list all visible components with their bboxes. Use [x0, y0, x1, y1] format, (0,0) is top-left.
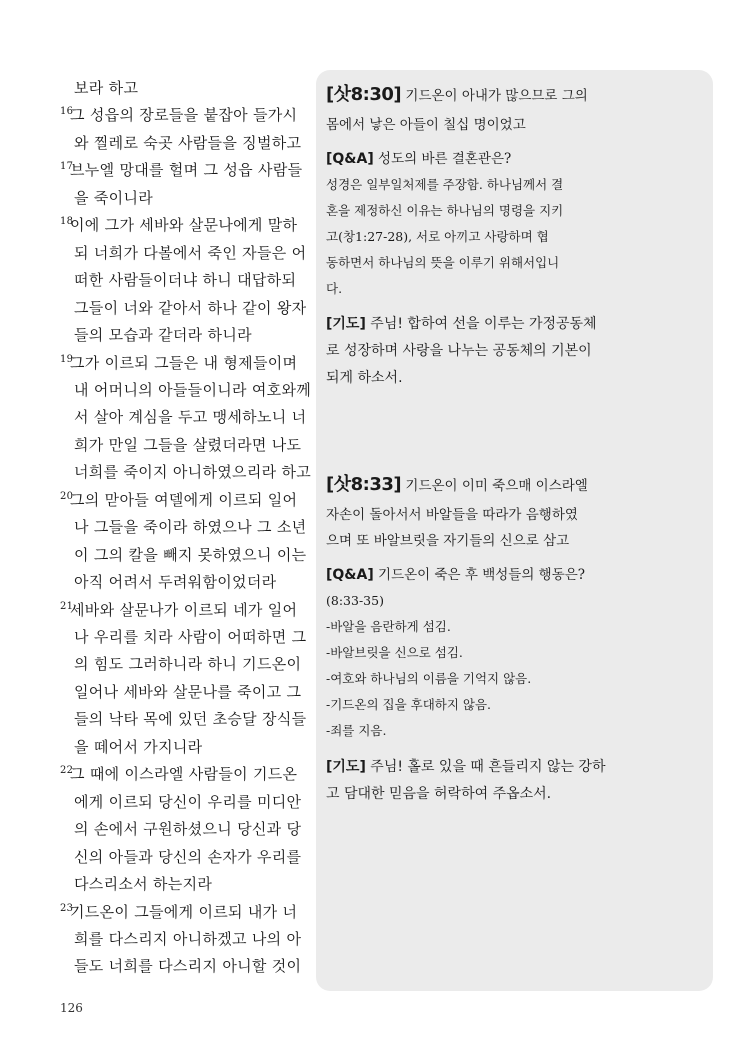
- qa-question-line: [326, 566, 711, 584]
- scripture-text: 희를 다스리지 아니하겠고 나의 아: [74, 929, 302, 948]
- scripture-line: [60, 764, 318, 784]
- qa-question: 성도의 바른 결혼관은?: [373, 151, 512, 167]
- prayer-text: 주님! 홀로 있을 때 흔들리지 않는 강하: [365, 759, 606, 775]
- qa-answer-line: -죄를 지음.: [326, 723, 387, 738]
- reference-text: 으며 또 바알브릿을 자기들의 신으로 삼고: [326, 533, 570, 549]
- scripture-line: [60, 737, 318, 757]
- scripture-line: [60, 462, 318, 482]
- verse-number: 21: [60, 600, 74, 612]
- scripture-line: [60, 490, 318, 510]
- scripture-text: 세바와 살문나가 이르되 네가 일어: [70, 600, 298, 619]
- scripture-text: 그 때에 이스라엘 사람들이 기드온: [70, 765, 298, 784]
- scripture-text: 브누엘 망대를 헐며 그 성읍 사람들: [70, 161, 303, 180]
- scripture-line: [60, 133, 318, 153]
- scripture-line: [60, 270, 318, 290]
- scripture-line: [60, 792, 318, 812]
- scripture-line: [60, 902, 318, 922]
- scripture-line: [60, 407, 318, 427]
- scripture-text: 에게 이르되 당신이 우리를 미디안: [74, 792, 302, 811]
- page-number: 126: [60, 1001, 83, 1015]
- commentary-ref-line: [326, 476, 711, 495]
- qa-question: 기드온이 죽은 후 백성들의 행동은?: [373, 567, 586, 583]
- scripture-line: [60, 78, 318, 98]
- scripture-text: 들의 모습과 같더라 하니라: [74, 326, 252, 345]
- prayer-tag: [기도]: [326, 316, 366, 332]
- qa-answer-line: -여호와 하나님의 이름을 기억지 않음.: [326, 671, 532, 686]
- prayer-line: [326, 758, 711, 776]
- scripture-text: 기드온이 그들에게 이르되 내가 너: [70, 902, 298, 921]
- reference-text: 기드온이 아내가 많으므로 그의: [401, 88, 588, 104]
- scripture-text: 을 떼어서 가지니라: [74, 737, 203, 756]
- scripture-line: [60, 847, 318, 867]
- scripture-text: 보라 하고: [74, 79, 139, 97]
- qa-answer-line: 성경은 일부일처제를 주장함. 하나님께서 결: [326, 177, 564, 192]
- scripture-line: [60, 600, 318, 620]
- scripture-line: [60, 572, 318, 592]
- scripture-text: 들도 너희를 다스리지 아니할 것이: [74, 957, 302, 976]
- reference-text: 기드온이 이미 죽으매 이스라엘: [401, 478, 588, 494]
- reference-text: 몸에서 낳은 아들이 칠십 명이었고: [326, 117, 526, 133]
- scripture-text: 되 너희가 다볼에서 죽인 자들은 어: [74, 243, 307, 262]
- scripture-line: [60, 682, 318, 702]
- scripture-line: [60, 243, 318, 263]
- qa-tag: [Q&A]: [326, 567, 374, 583]
- scripture-text: 다스리소서 하는지라: [74, 875, 213, 894]
- scripture-line: [60, 298, 318, 318]
- scripture-text: 이에 그가 세바와 살문나에게 말하: [70, 216, 298, 235]
- scripture-text: 내 어머니의 아들들이니라 여호와께: [74, 380, 312, 399]
- qa-answer-line: 혼을 제정하신 이유는 하나님의 명령을 지키: [326, 203, 564, 218]
- scripture-line: [60, 874, 318, 894]
- scripture-line: [60, 545, 318, 565]
- verse-reference: [삿8:30]: [326, 84, 402, 105]
- scripture-text: 일어나 세바와 살문나를 죽이고 그: [74, 682, 302, 701]
- qa-reference: (8:33-35): [326, 593, 384, 608]
- scripture-line: [60, 654, 318, 674]
- verse-reference: [삿8:33]: [326, 474, 402, 495]
- qa-tag: [Q&A]: [326, 151, 374, 167]
- prayer-text: 주님! 합하여 선을 이루는 가정공동체: [365, 316, 597, 332]
- scripture-text: 그 성읍의 장로들을 붙잡아 들가시: [70, 106, 298, 125]
- scripture-line: [60, 819, 318, 839]
- prayer-text: 고 담대한 믿음을 허락하여 주옵소서.: [326, 786, 552, 802]
- verse-number: 19: [60, 353, 74, 365]
- prayer-tag: [기도]: [326, 759, 366, 775]
- scripture-text: 너희를 죽이지 아니하였으리라 하고: [74, 463, 312, 482]
- scripture-text: 의 힘도 그러하니라 하니 기드온이: [74, 655, 302, 674]
- scripture-text: 들의 낙타 목에 있던 초승달 장식들: [74, 710, 307, 729]
- scripture-line: [60, 215, 318, 235]
- scripture-line: [60, 929, 318, 949]
- scripture-line: [60, 325, 318, 345]
- scripture-line: [60, 105, 318, 125]
- prayer-text: 로 성장하며 사랑을 나누는 공동체의 기본이: [326, 343, 592, 359]
- scripture-text: 을 죽이니라: [74, 188, 154, 207]
- scripture-text: 그들이 너와 같아서 하나 같이 왕자: [74, 298, 307, 317]
- scripture-text: 이 그의 칼을 빼지 못하였으니 이는: [74, 545, 307, 564]
- verse-number: 20: [60, 490, 74, 502]
- qa-answer-line: -기드온의 집을 후대하지 않음.: [326, 697, 492, 712]
- scripture-text: 그가 이르되 그들은 내 형제들이며: [70, 353, 298, 372]
- scripture-text: 신의 아들과 당신의 손자가 우리를: [74, 847, 302, 866]
- scripture-line: [60, 380, 318, 400]
- verse-number: 18: [60, 216, 74, 228]
- verse-number: 23: [60, 902, 74, 914]
- reference-text: 자손이 돌아서서 바알들을 따라가 음행하였: [326, 507, 578, 523]
- commentary-ref-line: [326, 86, 711, 105]
- scripture-line: [60, 709, 318, 729]
- scripture-line: [60, 160, 318, 180]
- scripture-text: 희가 만일 그들을 살렸더라면 나도: [74, 435, 302, 454]
- scripture-line: [60, 627, 318, 647]
- verse-number: 17: [60, 161, 74, 173]
- scripture-text: 의 손에서 구원하셨으니 당신과 당: [74, 820, 302, 839]
- verse-number: 16: [60, 106, 74, 118]
- scripture-text: 아직 어려서 두려워함이었더라: [74, 573, 277, 592]
- scripture-line: [60, 353, 318, 373]
- scripture-line: [60, 435, 318, 455]
- qa-answer-line: -바알을 음란하게 섬김.: [326, 619, 451, 634]
- qa-answer-line: 다.: [326, 281, 343, 296]
- scripture-text: 나 그들을 죽이라 하였으나 그 소년: [74, 518, 307, 537]
- commentary-panel: [316, 70, 713, 991]
- qa-answer-line: 동하면서 하나님의 뜻을 이루기 위해서입니: [326, 255, 560, 270]
- scripture-line: [60, 517, 318, 537]
- scripture-line: [60, 956, 318, 976]
- prayer-text: 되게 하소서.: [326, 370, 403, 386]
- scripture-line: [60, 188, 318, 208]
- scripture-text: 서 살아 계심을 두고 맹세하노니 너: [74, 408, 307, 427]
- scripture-text: 그의 맏아들 여델에게 이르되 일어: [70, 490, 298, 509]
- verse-number: 22: [60, 765, 74, 777]
- qa-answer-line: 고(창1:27-28), 서로 아끼고 사랑하며 협: [326, 229, 549, 244]
- prayer-line: [326, 315, 711, 333]
- scripture-text: 나 우리를 치라 사람이 어떠하면 그: [74, 628, 307, 646]
- scripture-text: 와 찔레로 숙곳 사람들을 징벌하고: [74, 133, 302, 152]
- scripture-text: 떠한 사람들이더냐 하니 대답하되: [74, 271, 297, 290]
- qa-answer-line: -바알브릿을 신으로 섬김.: [326, 645, 463, 660]
- qa-question-line: [326, 150, 711, 168]
